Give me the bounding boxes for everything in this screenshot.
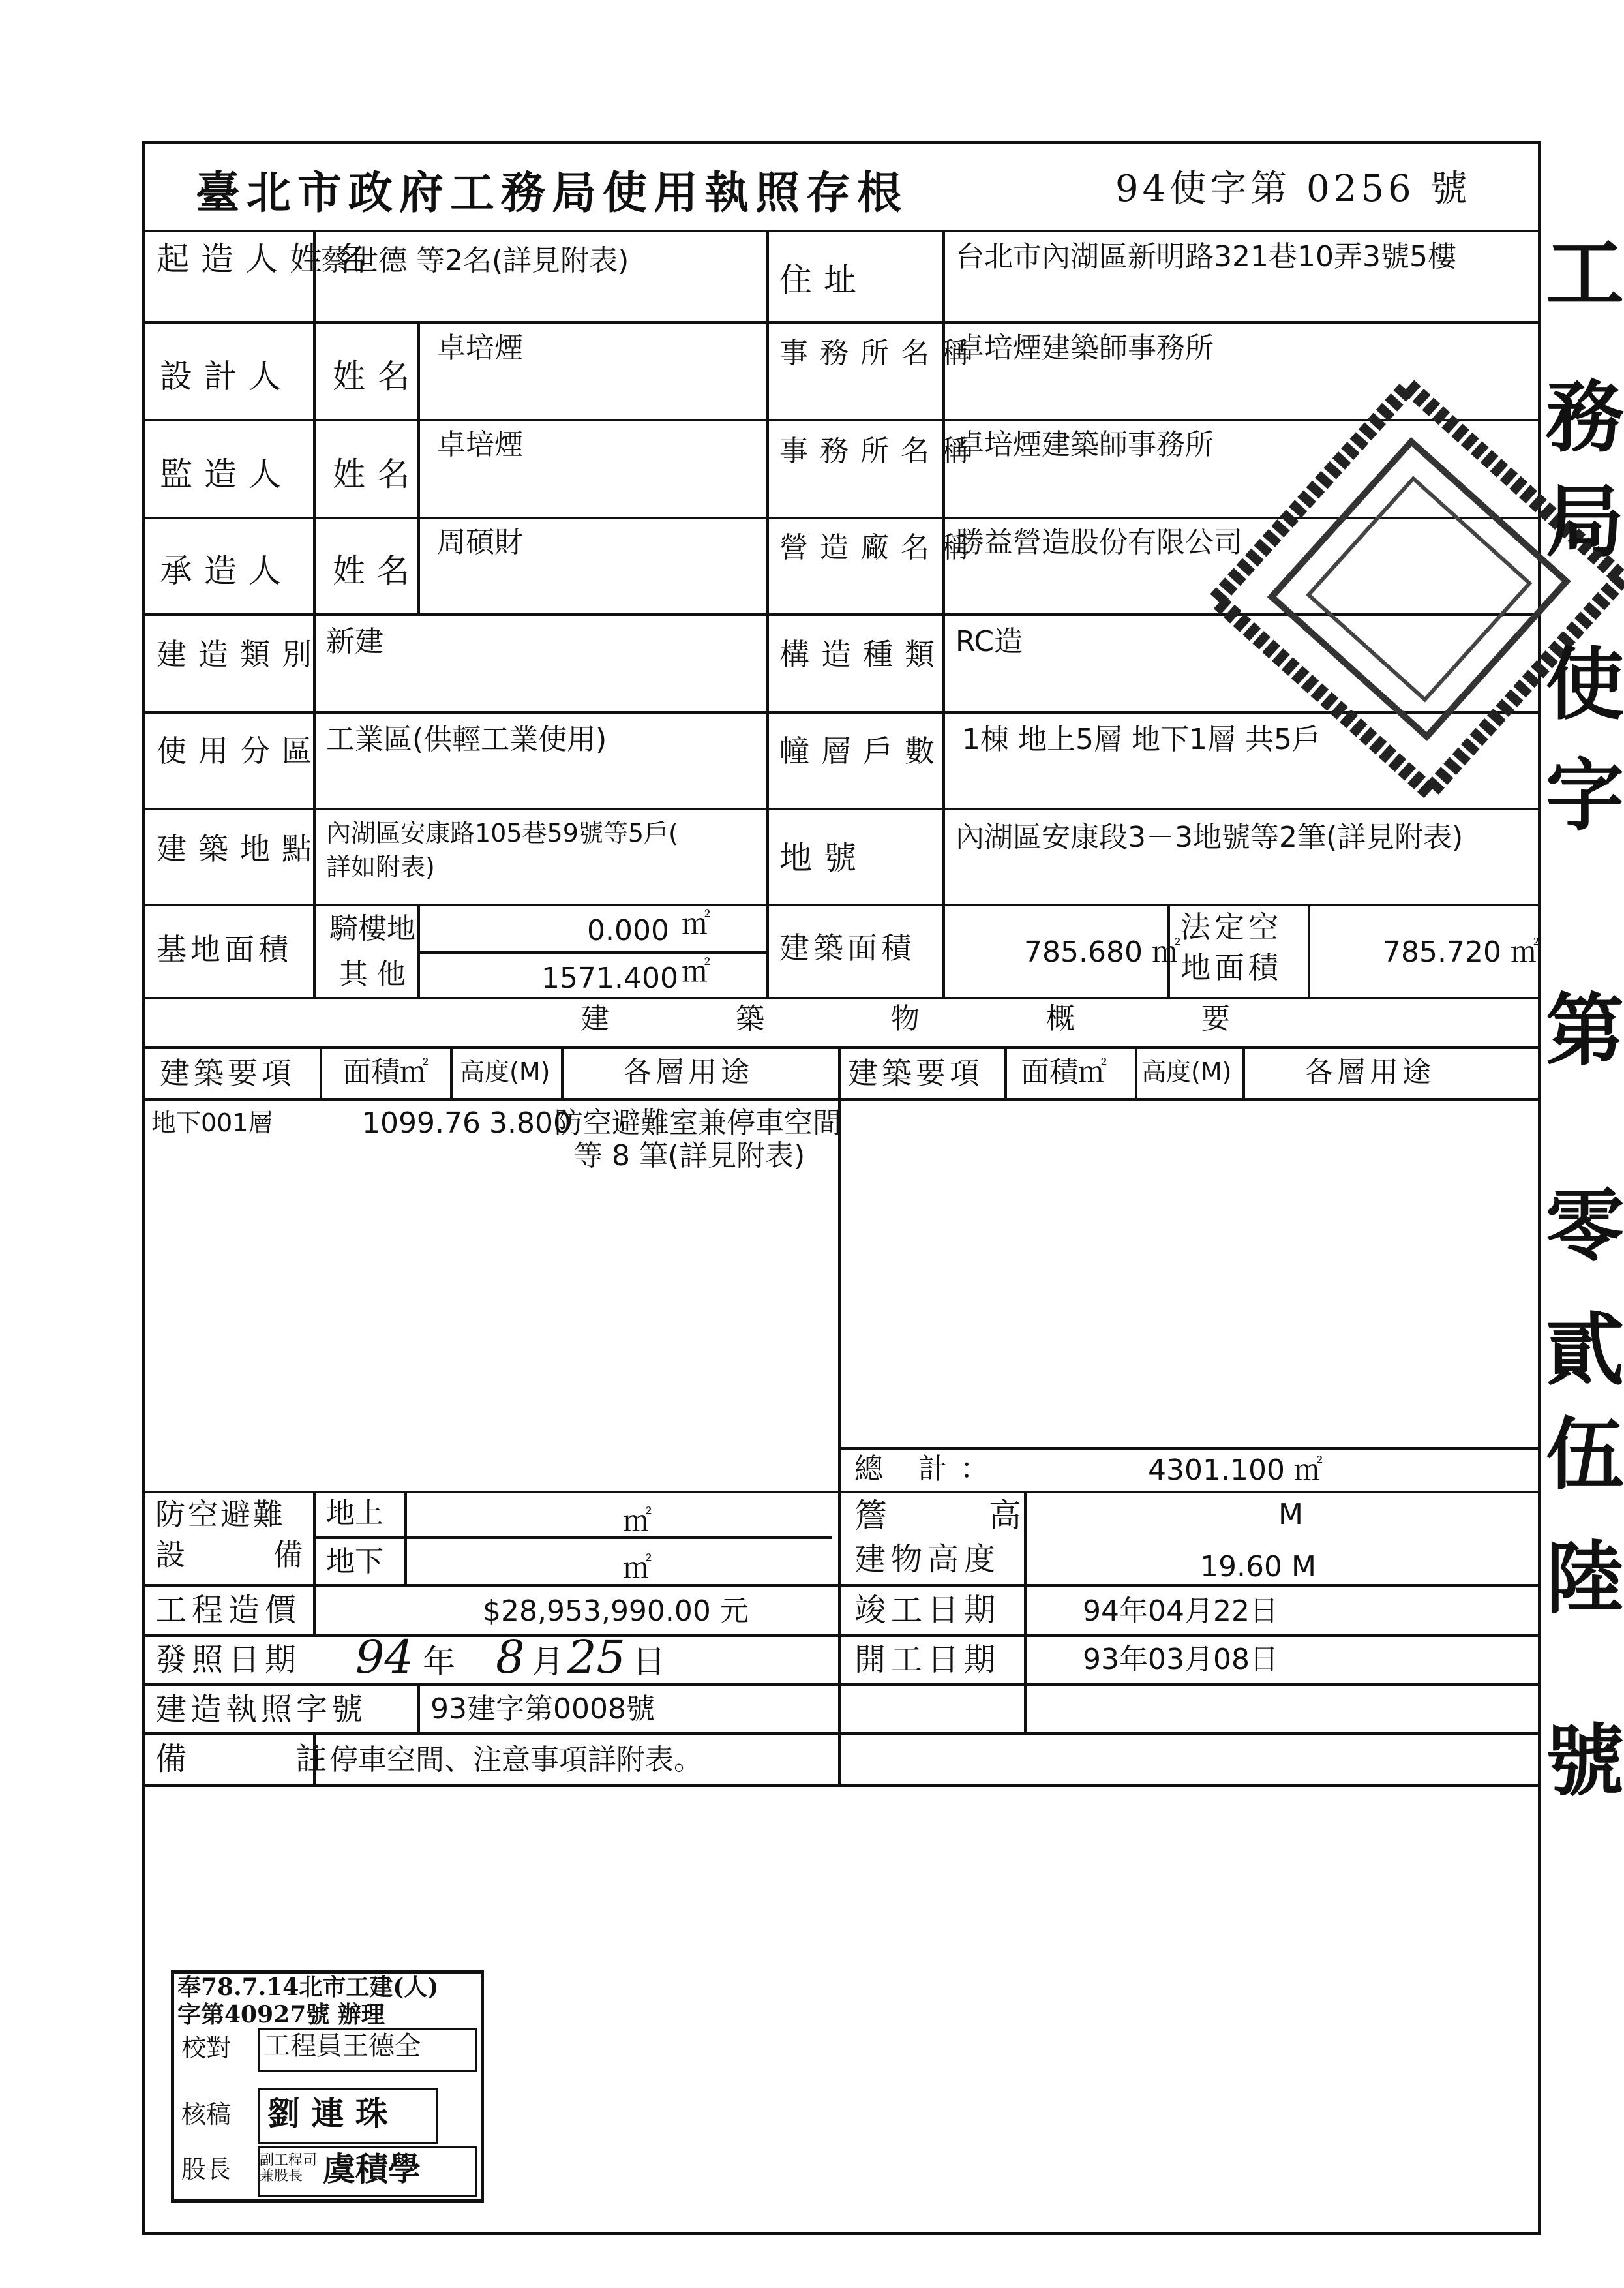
applicant-label: 起造人姓名 [157, 240, 378, 278]
permit-label: 建造執照字號 [155, 1691, 367, 1728]
rows-note: 等 8 筆(詳見附表) [574, 1139, 805, 1172]
shelter-below-unit: ㎡ [623, 1551, 652, 1585]
issue-year: 94 [355, 1630, 414, 1684]
height-label: 建物高度 [854, 1541, 1001, 1578]
stamp-line2: 字第40927號 辦理 [177, 2001, 385, 2028]
lot-value: 內湖區安康段3－3地號等2筆(詳見附表) [955, 821, 1464, 854]
issue-day-char: 日 [633, 1643, 677, 1681]
stamp-check-name: 工程員王德全 [264, 2031, 421, 2061]
shelter-below-label: 地下 [326, 1545, 383, 1578]
row-use: 防空避難室兼停車空間 [554, 1106, 841, 1140]
contractor-firm: 勝益營造股份有限公司 [955, 526, 1242, 559]
col-height-right: 高度(M) [1141, 1058, 1232, 1086]
designer-name-label: 姓名 [333, 358, 421, 395]
arcade-value: 0.000 [587, 914, 669, 947]
open-space-value: 785.720 ㎡ [1383, 936, 1539, 969]
col-item-right: 建築要項 [848, 1056, 984, 1091]
col-use-left: 各層用途 [623, 1056, 753, 1089]
stamp-chief-name: 虞積學 [323, 2150, 421, 2188]
stamp-line1: 奉78.7.14北市工建(人) [177, 1974, 439, 2001]
row-item: 地下001層 [151, 1108, 273, 1137]
stamp-review-label: 核稿 [181, 2100, 232, 2129]
arcade-unit: ㎡ [682, 908, 710, 941]
supervisor-office: 卓培煙建築師事務所 [955, 428, 1214, 461]
structure-value: RC造 [955, 625, 1023, 658]
designer-label: 設計人 [160, 358, 293, 395]
designer-name: 卓培煙 [437, 331, 523, 365]
col-use-right: 各層用途 [1304, 1056, 1435, 1089]
supervisor-name-label: 姓名 [333, 455, 421, 493]
stamp-chief-label: 股長 [181, 2155, 232, 2184]
cost-value: $28,953,990.00 元 [483, 1594, 749, 1628]
contractor-name-label: 姓名 [333, 552, 421, 590]
build-type-label: 建造類別 [157, 637, 323, 672]
open-space-label-1: 法定空 [1180, 909, 1282, 945]
col-item-left: 建築要項 [160, 1056, 295, 1091]
shelter-label-1: 防空避難 [155, 1497, 286, 1532]
site-label: 建築地點 [157, 831, 323, 866]
structure-label: 構造種類 [779, 637, 946, 672]
height-value: 19.60 M [1200, 1550, 1316, 1583]
issue-month-char: 月 [532, 1643, 576, 1681]
cost-label: 工程造價 [155, 1592, 302, 1628]
address-label: 住址 [779, 261, 868, 299]
seal-stamp [1200, 209, 1565, 992]
designer-office-label: 事務所名稱 [779, 337, 982, 370]
issue-year-char: 年 [423, 1643, 467, 1681]
license-number: 94使字第 0256 號 [1115, 168, 1471, 210]
supervisor-name: 卓培煙 [437, 428, 523, 461]
site-value-line1: 內湖區安康路105巷59號等5戶( [326, 819, 678, 847]
start-date-value: 93年03月08日 [1083, 1643, 1278, 1676]
stamp-review-name: 劉 連 珠 [267, 2094, 388, 2133]
other-value: 1571.400 [541, 962, 678, 995]
completion-value: 94年04月22日 [1083, 1594, 1278, 1628]
shelter-label-2: 設 備 [155, 1537, 342, 1572]
shelter-above-label: 地上 [326, 1497, 383, 1530]
arcade-label: 騎樓地 [329, 912, 415, 945]
shelter-above-unit: ㎡ [623, 1504, 652, 1538]
other-label: 其 他 [339, 958, 406, 991]
applicant-name: 蔡世德 等2名(詳見附表) [321, 244, 629, 277]
start-date-label: 開工日期 [854, 1641, 1001, 1678]
build-type-value: 新建 [326, 625, 383, 658]
stamp-check-label: 校對 [181, 2034, 232, 2062]
floors-label: 幢層戶數 [779, 733, 946, 769]
remark-value: 停車空間、注意事項詳附表。 [329, 1743, 702, 1777]
total-value: 4301.100 ㎡ [1148, 1454, 1323, 1487]
lot-label: 地號 [779, 839, 868, 877]
zone-label: 使用分區 [157, 733, 323, 769]
stamp-chief-title: 副工程司兼股長 [260, 2152, 318, 2185]
zone-value: 工業區(供輕工業使用) [326, 723, 607, 756]
eave-value: M [1278, 1498, 1303, 1531]
designer-office: 卓培煙建築師事務所 [955, 331, 1214, 365]
floors-value: 1棟 地上5層 地下1層 共5戶 [962, 723, 1321, 756]
eave-label: 簷 高 [854, 1497, 1067, 1534]
col-area-right: 面積㎡ [1021, 1056, 1107, 1089]
row-area: 1099.76 [362, 1106, 481, 1140]
building-area-label: 建築面積 [779, 930, 915, 966]
building-area-value: 785.680 ㎡ [1024, 936, 1180, 969]
col-height-left: 高度(M) [460, 1058, 550, 1086]
contractor-name: 周碩財 [437, 526, 523, 559]
contractor-firm-label: 營造廠名稱 [779, 531, 982, 564]
total-label: 總 計： [854, 1452, 1002, 1486]
open-space-label-2: 地面積 [1180, 950, 1282, 985]
issue-month: 8 [496, 1630, 525, 1684]
supervisor-label: 監造人 [160, 455, 293, 493]
row-height: 3.800 [489, 1106, 571, 1140]
permit-value: 93建字第0008號 [430, 1692, 655, 1726]
issue-date-label: 發照日期 [155, 1641, 302, 1678]
site-value-line2: 詳如附表) [326, 853, 435, 881]
site-area-label: 基地面積 [157, 932, 292, 967]
address-value: 台北市內湖區新明路321巷10弄3號5樓 [955, 240, 1456, 273]
completion-label: 竣工日期 [854, 1592, 1001, 1628]
document-title: 臺北市政府工務局使用執照存根 [196, 167, 909, 219]
contractor-label: 承造人 [160, 552, 293, 590]
remark-label: 備 註 [155, 1741, 377, 1777]
supervisor-office-label: 事務所名稱 [779, 435, 982, 468]
issue-day: 25 [567, 1630, 626, 1684]
other-unit: ㎡ [682, 955, 710, 988]
col-area-left: 面積㎡ [342, 1056, 429, 1089]
summary-heading: 建 築 物 概 要 [580, 1002, 1289, 1035]
